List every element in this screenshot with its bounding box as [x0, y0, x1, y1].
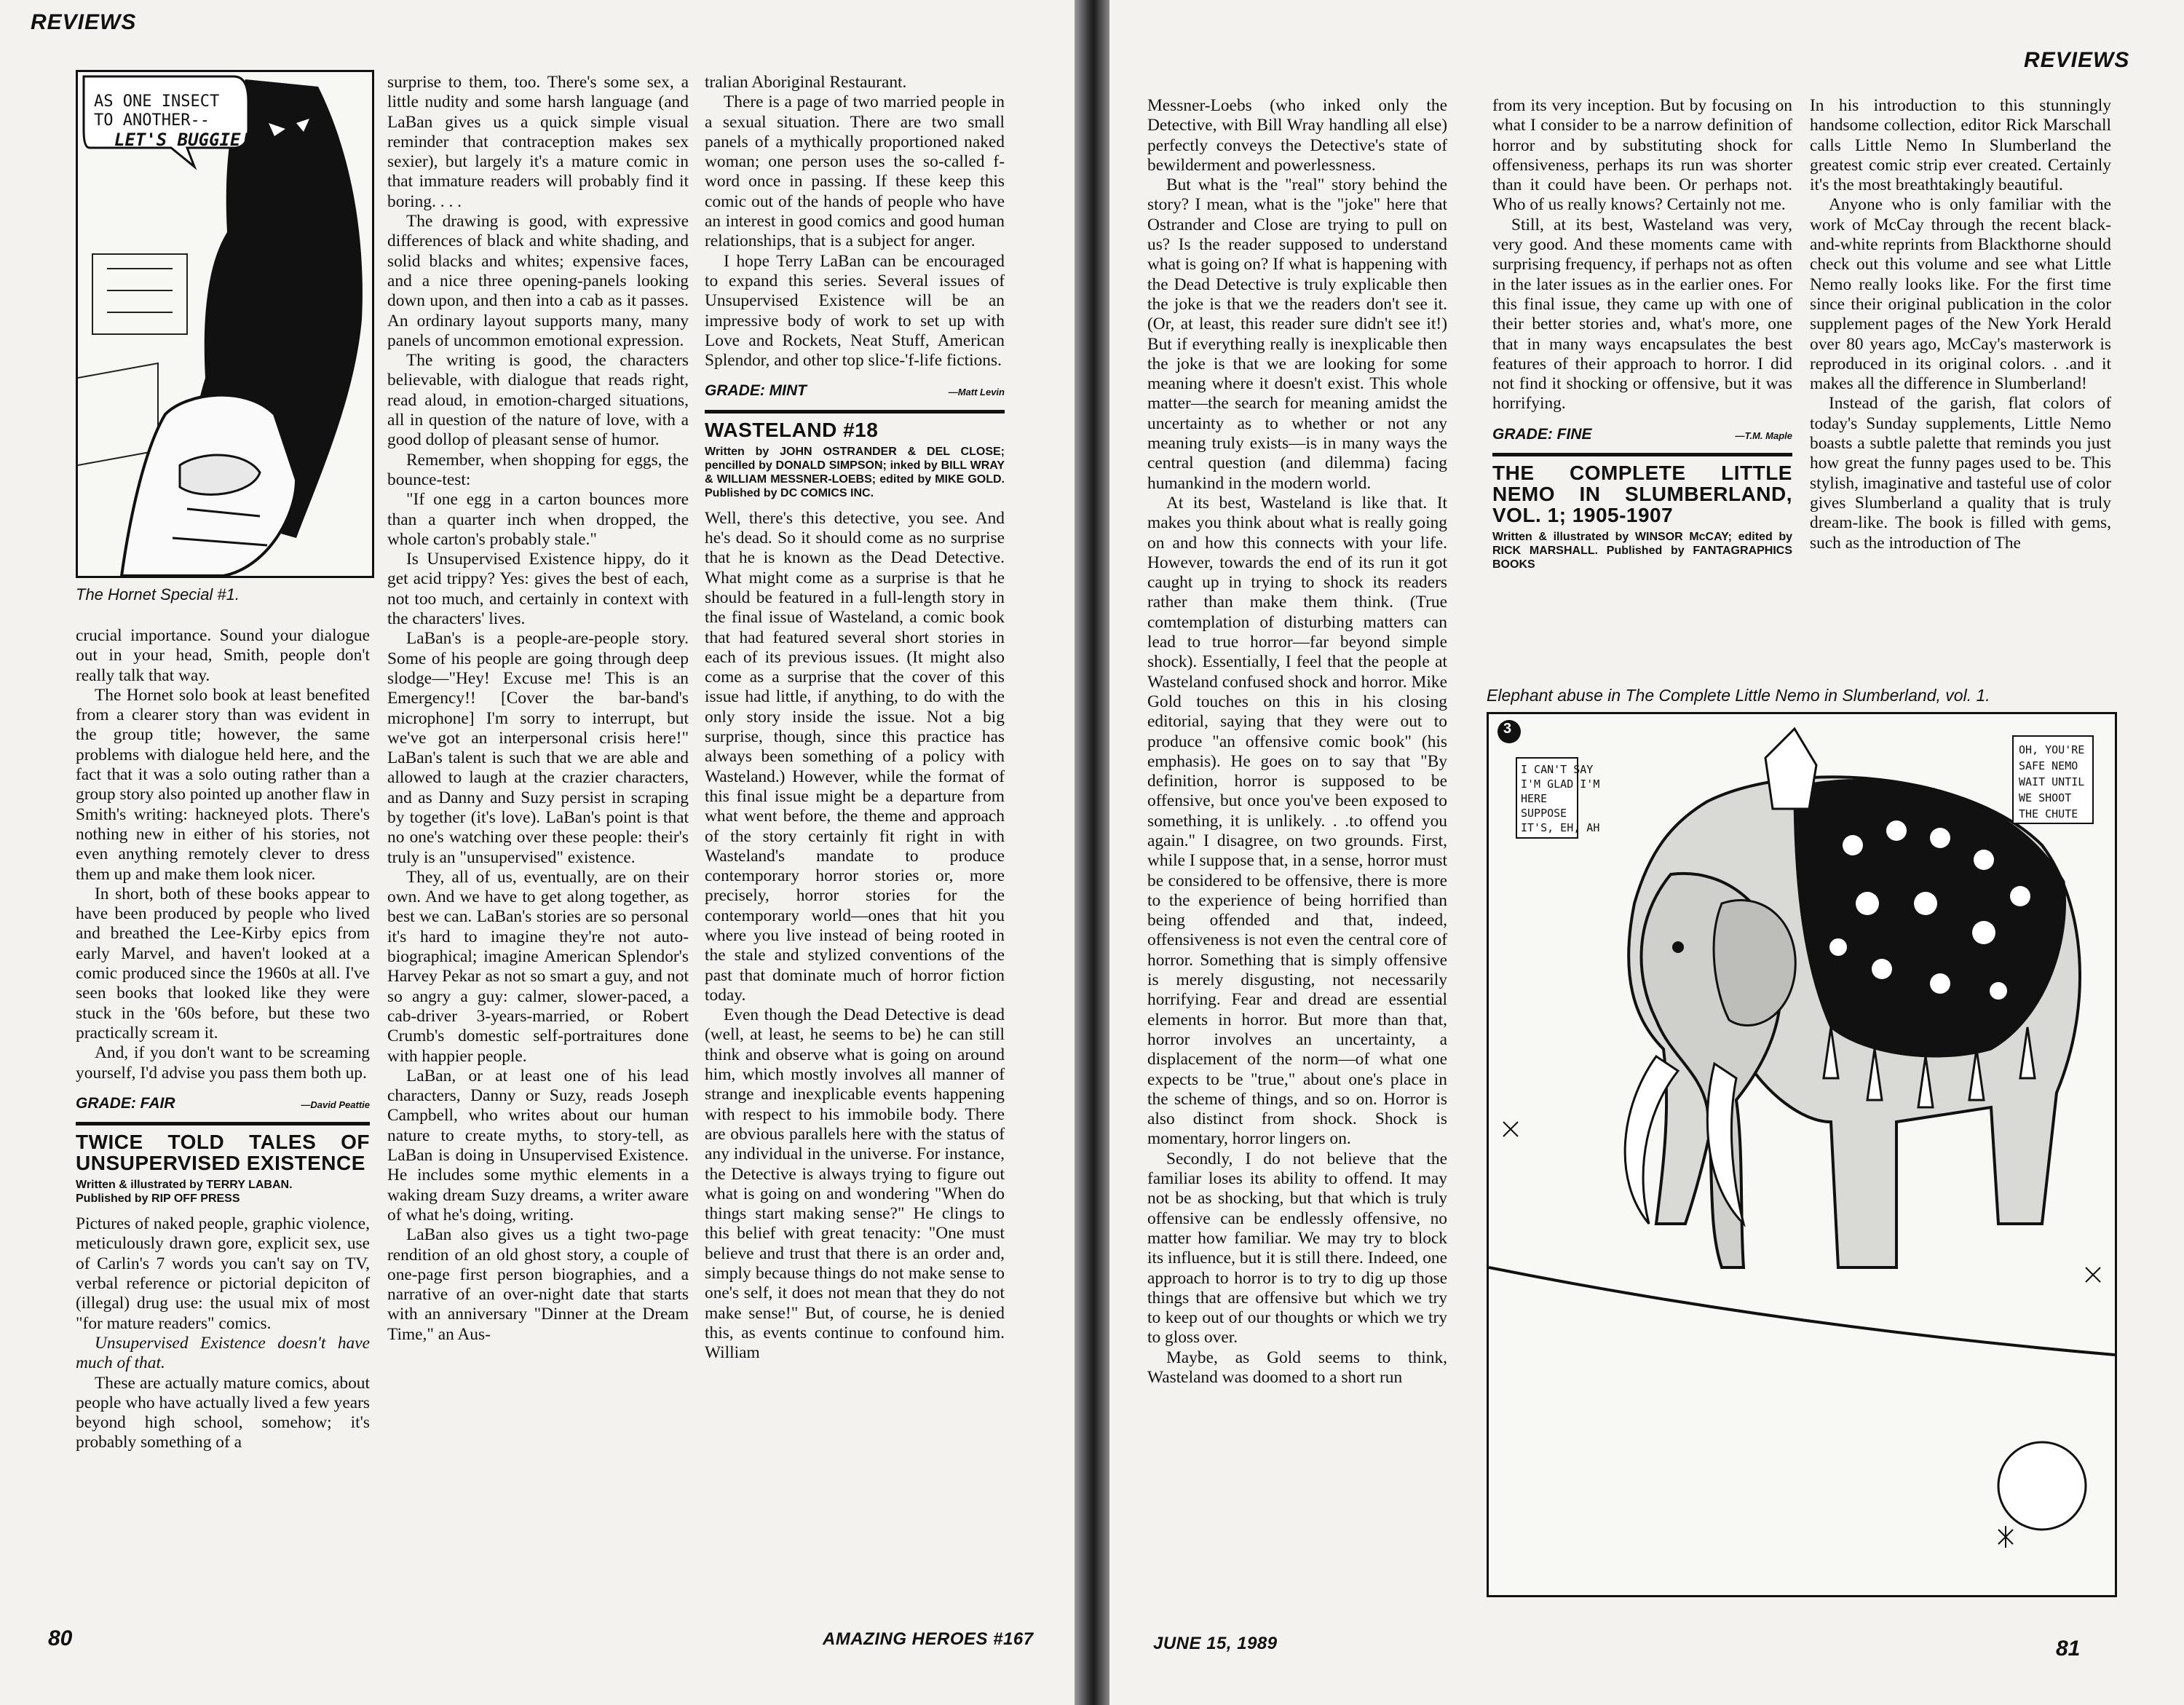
left-column-2 — [387, 73, 689, 1345]
review-credits — [76, 1178, 370, 1206]
review-title: TWICE TOLD TALES OF UNSUPERVISED EXISTENCE — [76, 1131, 370, 1175]
right-column-3 — [1810, 96, 2111, 553]
running-head-left: REVIEWS — [31, 10, 137, 34]
paragraph: And, if you don't want to be screaming yourself, I'd advise you pass them both up. — [76, 1043, 370, 1083]
paragraph: Even though the Dead Detective is dead (well, at least, he seems to be) he can still think and observe what is going on around him, which mostly involves all manner of strange and inexplicable events happening with respect to his immobile body. There are obvious parallels here with the status of any individual in the universe. For instance, the Detective is always trying to figure out what is going on and wondering "When do things start making sense?" He clings to this belief with great tenacity: "One must believe and trust that there is an order and, simply because things do not make sense to one's self, it does not mean that they do not make sense!" But, of course, he is denied this, as events continue to confound him. William — [705, 1005, 1005, 1363]
review-credits: Written by JOHN OSTRANDER & DEL CLOSE; pencilled by DONALD SIMPSON; inked by BILL WRAY & WILLIAM MESSNER-LOEBS; edited by MIKE GOLD. Published by DC COMICS INC. — [705, 445, 1005, 499]
paragraph: Is Unsupervised Existence hippy, do it get acid trippy? Yes: gives the best of each, not too much, and certainly in context with the characters' lives. — [387, 550, 689, 629]
paragraph: "If one egg in a carton bounces more than a quarter inch when dropped, the whole carton's probably stale." — [387, 490, 689, 549]
paragraph: In his introduction to this stunningly handsome collection, editor Rick Marschall calls Little Nemo In Slumberland the greatest comic strip ever created. Certainly it's the most breathtakingly beautiful. — [1810, 96, 2111, 195]
magazine-footer: AMAZING HEROES #167 — [823, 1629, 1034, 1649]
credits-line: Published by RIP OFF PRESS — [76, 1192, 240, 1206]
nemo-comic-panel — [1487, 712, 2117, 1597]
paragraph: Maybe, as Gold seems to think, Wasteland was doomed to a short run — [1147, 1348, 1447, 1387]
paragraph: But what is the "real" story behind the story? I mean, what is the "joke" here that Ostrander and Close are trying to pull on us? Is the reader supposed to understand what is going on? If what is happening with the Dead Detective is truly explicable then the joke is that we the readers don't see it. (Or, at least, this reader sure didn't see it!) But if everything really is inexplicable then the joke is that we are looking for some meaning where it doesn't exist. This whole matter—the search for meaning amidst the uncertainty as to whether or not any meaning truly exists—is in many ways the central question (and dilemma) facing humankind in the modern world. — [1147, 175, 1447, 493]
paragraph: The Hornet solo book at least benefited from a clearer story than was evident in the group title; however, the same problems with dialogue held here, and the fact that it was a solo outing rather than a group story also pointed up another flaw in Smith's writing: hackneyed plots. There's nothing new in either of his stories, not even anything remotely clever to dress them up and make them look nicer. — [76, 685, 370, 884]
paragraph: LaBan's is a people-are-people story. Some of his people are going through deep slodge—"Hey! Excuse me! This is an Emergency!! [Cover the bar-band's microphone] I'm sorry to interrupt, but we've got an interpersonal crisis here!" LaBan's talent is such that we are able and allowed to laugh at the crazier characters, and as Danny and Suzy persist in scraping by together (it's love). LaBan's point is that no one's watching over these people: their's truly is an "unsupervised" existence. — [387, 629, 689, 867]
paragraph: There is a page of two married people in a sexual situation. There are two small panels of a mythically proportioned naked woman; one person uses the so-called f-word once in passing. If these keep this comic out of the hands of people who have an interest in good comics and good human relationships, that is a subject for anger. — [705, 92, 1005, 251]
byline: —T.M. Maple — [1735, 430, 1792, 441]
book-gutter — [1075, 0, 1109, 1705]
paragraph: crucial importance. Sound your dialogue out in your head, Smith, people don't really talk that way. — [76, 626, 370, 685]
review-title: THE COMPLETE LITTLE NEMO IN SLUMBERLAND, VOL. 1; 1905-1907 — [1492, 462, 1792, 527]
balloon-line: HERE — [1521, 792, 1548, 805]
section-rule — [1492, 453, 1792, 456]
paragraph: The drawing is good, with expressive differences of black and white shading, and solid blacks and whites; expensive faces, and a nice three opening-panels looking down upon, and then into a cab as it passes. An ordinary layout supports many, many panels of uncommon emotional expression. — [387, 212, 689, 350]
byline: —Matt Levin — [948, 387, 1005, 398]
grade-line — [705, 381, 1005, 402]
review-credits: Written & illustrated by WINSOR McCAY; edited by RICK MARSHALL. Published by FANTAGRAPHICS BOOKS — [1492, 531, 1792, 571]
hornet-balloon-line1: AS ONE INSECT — [94, 92, 220, 111]
left-page — [0, 0, 1075, 1705]
right-column-2 — [1492, 96, 1792, 580]
right-column-1 — [1147, 96, 1447, 1388]
balloon-line: SUPPOSE — [1521, 807, 1567, 820]
panel-number: 3 — [1503, 721, 1512, 737]
right-page — [1109, 0, 2184, 1705]
paragraph: Secondly, I do not believe that the familiar loses its ability to offend. It may not be as shocking, but that which is truly offensive can be endlessly offensive, no matter how familiar. We may try to block its influence, but it is still there. Indeed, one approach to horror is to try to dig up those things that are offensive but which we try to keep out of our thoughts or which we try to gloss over. — [1147, 1149, 1447, 1348]
balloon-line: SAFE NEMO — [2019, 759, 2078, 772]
grade-label: GRADE: FINE — [1492, 425, 1592, 443]
paragraph: Still, at its best, Wasteland was very, very good. And these moments came with surprising frequency, if perhaps not as often in the later issues as in the earlier ones. For this final issue, they came up with one of their better stories and, what's more, one that in many ways encapsulates the best features of their approach to horror. I did not find it shocking or offensive, but it was horrifying. — [1492, 215, 1792, 414]
hornet-balloon-line3: LET'S BUGGIE! — [114, 130, 251, 150]
balloon-line: WAIT UNTIL — [2019, 775, 2085, 788]
grade-line — [1492, 424, 1792, 446]
credits-line: Written & illustrated by TERRY LABAN. — [76, 1179, 293, 1192]
running-head-right: REVIEWS — [2024, 48, 2130, 72]
balloon-line: WE SHOOT — [2019, 791, 2072, 804]
paragraph: Unsupervised Existence doesn't have much of that. — [76, 1333, 370, 1373]
page-number-left: 80 — [48, 1626, 73, 1650]
grade-line — [76, 1093, 370, 1115]
balloon-line: I CAN'T SAY — [1521, 763, 1594, 776]
nemo-balloon-right — [2019, 742, 2084, 822]
left-column-1 — [76, 626, 370, 1453]
paragraph: Remember, when shopping for eggs, the bounce-test: — [387, 450, 689, 489]
hornet-comic-panel — [76, 70, 374, 578]
section-rule — [76, 1122, 370, 1126]
left-column-3 — [705, 73, 1005, 1364]
hornet-balloon-line2: TO ANOTHER-- — [94, 111, 210, 130]
paragraph: In short, both of these books appear to have been produced by people who lived and breathed the Lee-Kirby epics from early Marvel, and haven't looked at a comic produced since the 1960s at all. I've seen books that looked like they were stuck in the '60s before, but these two practically scream it. — [76, 884, 370, 1043]
balloon-line: IT'S, EH, AH — [1521, 821, 1600, 834]
paragraph: These are actually mature comics, about people who have actually lived a few years beyond high school, somehow; it's probably something of a — [76, 1373, 370, 1452]
paragraph: Well, there's this detective, you see. And he's dead. So it should come as no surprise that he is known as the Dead Detective. What might come as a surprise is that he should be featured in a full-length story in the final issue of Wasteland, a comic book that had featured several short stories in each of its previous issues. (It might also come as a surprise that the cover of this issue had little, if anything, to do with the only story inside the issue. Not a big surprise, though, since this practice has always been something of a policy with Wasteland.) However, while the format of this final issue might be a departure from what went before, the theme and approach of the story certainly fit right in with Wasteland's mandate to produce contemporary horror stories or, more precisely, horror stories for the contemporary world—ones that hit you where you live instead of being rooted in the stale and stylized conventions of the past that dominate much of horror fiction today. — [705, 508, 1005, 1005]
paragraph: surprise to them, too. There's some sex, a little nudity and some harsh language (and LaBan gives us a quick simple visual reminder that contraception makes sex sexier), but largely it's a mature comic in that immature readers will probably find it boring. . . . — [387, 73, 689, 211]
page-number-right: 81 — [2056, 1637, 2081, 1661]
paragraph: The writing is good, the characters believable, with dialogue that reads right, read aloud, in emotion-charged situations, all in question of the nature of love, with a good dollop of pleasant sense of humor. — [387, 351, 689, 450]
nemo-balloon-left — [1521, 762, 1599, 835]
nemo-caption: Elephant abuse in The Complete Little Nemo in Slumberland, vol. 1. — [1487, 686, 1990, 705]
section-rule — [705, 410, 1005, 414]
balloon-line: OH, YOU'RE — [2019, 743, 2085, 756]
paragraph: LaBan, or at least one of his lead characters, Danny or Suzy, reads Joseph Campbell, who writes about our human nature to create myths, to story-tell, as LaBan is doing in Unsupervised Existence. He includes some mythic elements in a waking dream Suzy dreams, a writer aware of what he's doing, writing. — [387, 1066, 689, 1225]
grade-label: GRADE: MINT — [705, 382, 807, 400]
paragraph: from its very inception. But by focusing on what I consider to be a narrow definition of horror and by substituting shock for offensiveness, perhaps its run was shorter than it could have been. Or perhaps not. Who of us really knows? Certainly not me. — [1492, 96, 1792, 215]
elephant-illustration — [1489, 714, 2115, 1595]
byline: —David Peattie — [301, 1099, 370, 1110]
review-title: WASTELAND #18 — [705, 418, 879, 441]
paragraph: Instead of the garish, flat colors of today's Sunday supplements, Little Nemo boasts a subtle palette that reminds you just how great the funny pages used to be. This stylish, imaginative and tasteful use of color gives Slumberland a quality that is truly dream-like. The book is filled with gems, such as the introduction of The — [1810, 394, 2111, 553]
paragraph: tralian Aboriginal Restaurant. — [705, 73, 907, 92]
paragraph: They, all of us, eventually, are on their own. And we have to get along together, as best we can. LaBan's stories are so personal it's hard to imagine they're not auto-biographical; imagine American Splendor's Harvey Pekar as not so smart a guy, and not so angry a guy: calmer, slower-paced, a cab-driver 3-years-married, or Robert Crumb's domestic self-portraitures done with happier people. — [387, 867, 689, 1066]
paragraph: Anyone who is only familiar with the work of McCay through the recent black-and-white reprints from Blackthorne should check out this volume and see what Little Nemo really looks like. For the first time since their original publication in the color supplement pages of the New York Herald over 80 years ago, McCay's masterwork is reproduced in its original colors. . .and it makes all the difference in Slumberland! — [1810, 195, 2111, 394]
grade-label: GRADE: FAIR — [76, 1094, 175, 1112]
paragraph: I hope Terry LaBan can be encouraged to expand this series. Several issues of Unsupervised Existence will be an impressive body of work to set up with Love and Rockets, Neat Stuff, American Splendor, and other top slice-'f-life fictions. — [705, 251, 1005, 371]
paragraph: Pictures of naked people, graphic violence, meticulously drawn gore, explicit sex, use of Carlin's 7 words you can't say on TV, verbal reference or pictorial depiciton of (illegal) drug use: the usual mix of most "for mature readers" comics. — [76, 1214, 370, 1333]
issue-date-footer: JUNE 15, 1989 — [1153, 1634, 1278, 1653]
balloon-line: THE CHUTE — [2019, 807, 2078, 820]
paragraph: At its best, Wasteland is like that. It makes you think about what is really going on and how this connects with your life. However, towards the end of its run it got caught up in trying to shock its readers rather than make them think. (True comtemplation of disturbing matters can lead to true horror—far beyond simple shock). Essentially, I feel that the people at Wasteland confused shock and horror. Mike Gold touches on this in his closing editorial, saying that they were out to produce "an offensive comic book" (his emphasis). He goes on to say that "By definition, horror is supposed to be offensive, but once you've been exposed to something, it is unlikely. . .to offend you again." I disagree, on two grounds. First, while I suppose that, in a sense, horror must be considered to be offensive, there is more to the experience of being horrified than being offended and that, indeed, offensiveness is not even the central core of horror. Something that is simply offensive is merely disgusting, not necessarily horrifying. Fear and dread are essential elements in horror. But more than that, horror involves an uncertainty, a displacement of the norm—of what one expects to be "true," about one's place in the scheme of things, and so on. Horror is also distinct from shock. Shock is momentary, horror lingers on. — [1147, 493, 1447, 1149]
hornet-caption: The Hornet Special #1. — [76, 585, 240, 604]
paragraph: LaBan also gives us a tight two-page rendition of an old ghost story, a couple of one-page first person biographies, and a narrative of an over-night date that starts with an anniversary "Dinner at the Dream Time," an Aus- — [387, 1225, 689, 1344]
paragraph: Messner-Loebs (who inked only the Detective, with Bill Wray handling all else) perfectly conveys the Detective's state of bewilderment and powerlessness. — [1147, 96, 1447, 175]
balloon-line: I'M GLAD I'M — [1521, 778, 1600, 791]
